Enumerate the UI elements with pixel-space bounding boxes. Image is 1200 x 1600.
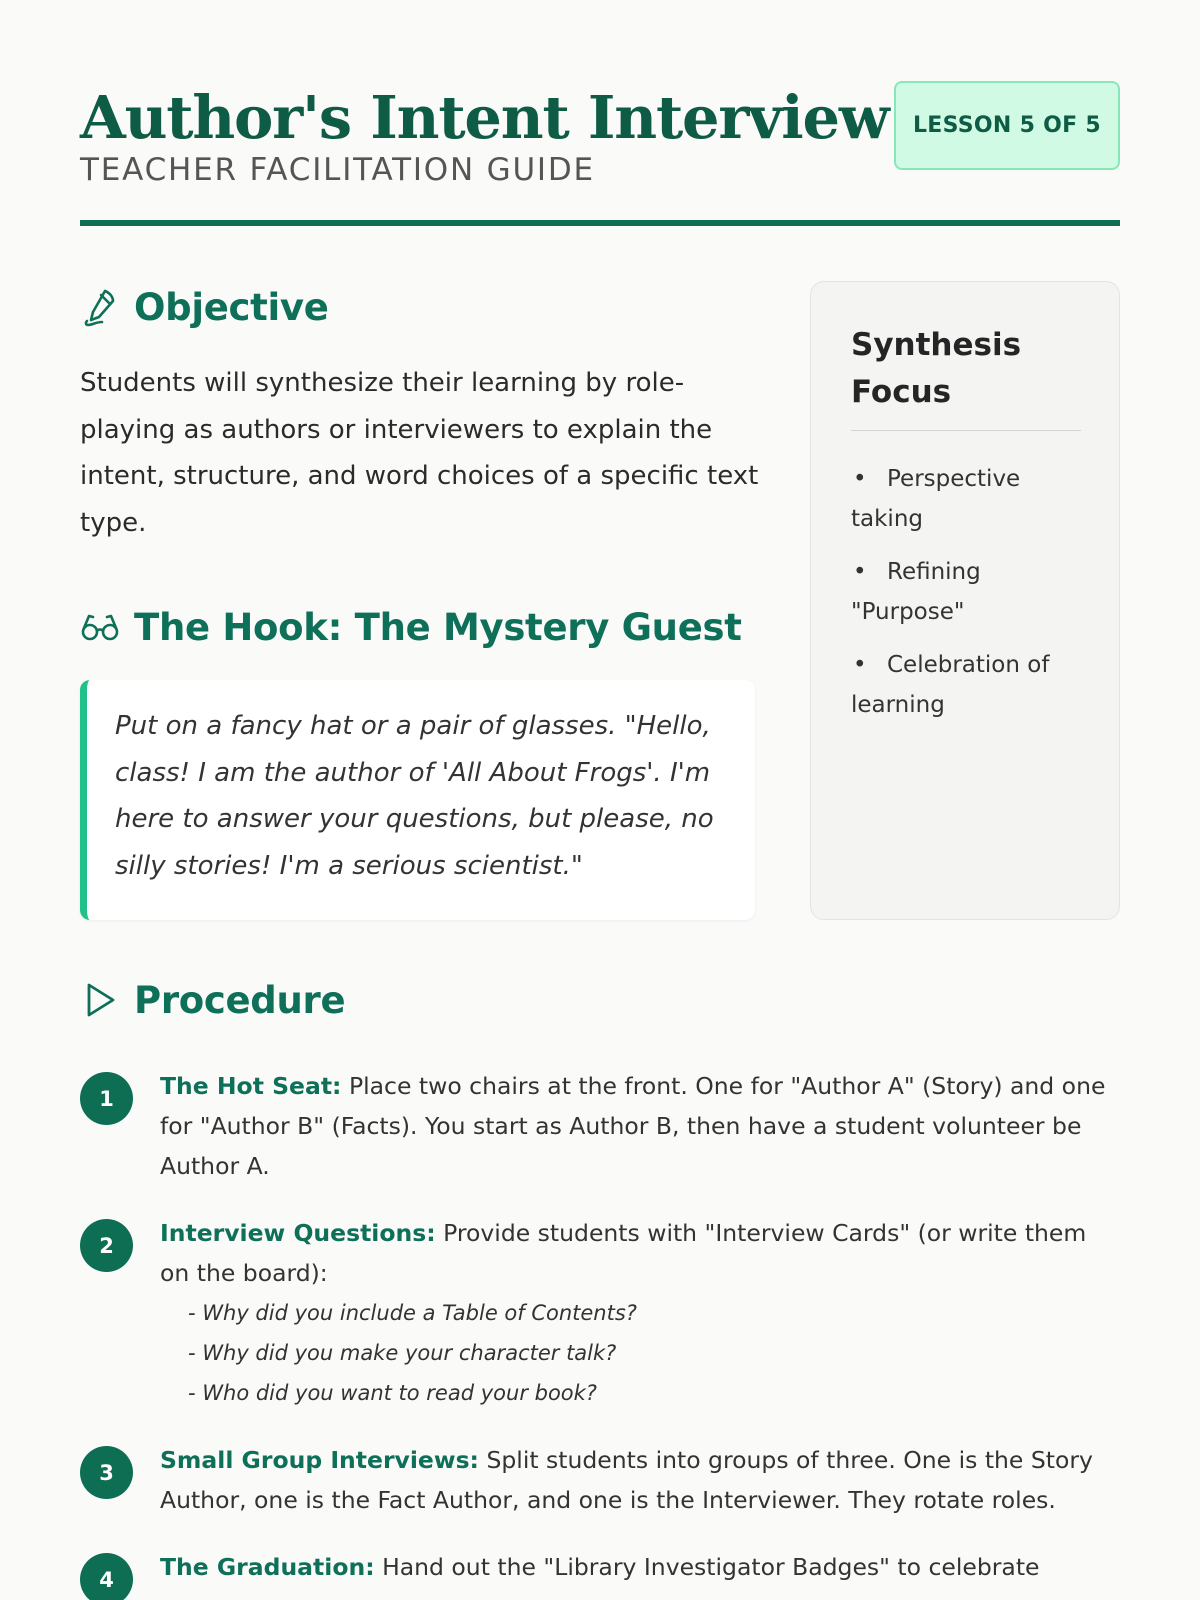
step-body bbox=[160, 1213, 1120, 1413]
hook-quote: Put on a fancy hat or a pair of glasses. "Hello, class! I am the author of 'All About Frogs'. I'm here to answer your questions, but please, no silly stories! I'm a serious scientist." bbox=[80, 680, 755, 920]
interview-questions-list bbox=[188, 1293, 1120, 1413]
list-item: • Refining "Purpose" bbox=[851, 552, 1079, 632]
hook-heading bbox=[80, 600, 742, 654]
step-number-badge: 3 bbox=[80, 1446, 133, 1499]
step-number-badge: 4 bbox=[80, 1553, 133, 1600]
synthesis-focus-title: Synthesis Focus bbox=[851, 327, 1022, 410]
step-text: Split students into groups of three. One is the Story Author, one is the Fact Author, and one is the Interviewer. They rotate roles. bbox=[160, 1446, 1093, 1514]
pen-nib-icon bbox=[80, 287, 120, 327]
step-title: The Graduation: bbox=[160, 1553, 375, 1581]
bullet-icon: • bbox=[853, 559, 867, 585]
step-text: Place two chairs at the front. One for "Author A" (Story) and one for "Author B" (Facts). You start as Author B, then have a student volunteer be Author A. bbox=[160, 1072, 1106, 1180]
page-header bbox=[80, 80, 1120, 226]
list-item: • Perspective taking bbox=[851, 459, 1079, 539]
objective-heading bbox=[80, 280, 329, 334]
step-title: Small Group Interviews: bbox=[160, 1446, 479, 1474]
list-item: - Who did you want to read your book? bbox=[188, 1381, 597, 1405]
lesson-badge: LESSON 5 OF 5 bbox=[894, 81, 1120, 170]
step-title: Interview Questions: bbox=[160, 1219, 436, 1247]
procedure-heading-label: Procedure bbox=[134, 978, 346, 1022]
objective-text: Students will synthesize their learning by role-playing as authors or interviewers to explain the intent, structure, and word choices of a specific text type. bbox=[80, 368, 759, 538]
header-divider bbox=[80, 220, 1120, 226]
bullet-icon: • bbox=[853, 652, 867, 678]
bullet-icon: • bbox=[853, 466, 867, 492]
synthesis-focus-divider bbox=[851, 430, 1081, 431]
step-body bbox=[160, 1440, 1120, 1520]
glasses-icon bbox=[80, 607, 120, 647]
hook-heading-label: The Hook: The Mystery Guest bbox=[134, 605, 742, 649]
page-title: Author's Intent Interview bbox=[80, 83, 889, 152]
step-number-badge: 1 bbox=[80, 1072, 133, 1125]
step-text: Provide students with "Interview Cards" (or write them on the board): bbox=[160, 1219, 1087, 1287]
objective-heading-label: Objective bbox=[134, 285, 329, 329]
step-title: The Hot Seat: bbox=[160, 1072, 342, 1100]
page-subtitle: TEACHER FACILITATION GUIDE bbox=[80, 152, 595, 188]
list-item: - Why did you make your character talk? bbox=[188, 1341, 617, 1365]
procedure-heading bbox=[80, 973, 345, 1027]
step-body bbox=[160, 1066, 1120, 1186]
step-body bbox=[160, 1547, 1120, 1587]
lesson-page bbox=[80, 0, 1120, 1600]
play-icon bbox=[80, 980, 120, 1020]
synthesis-focus-card bbox=[810, 281, 1120, 920]
synthesis-focus-list bbox=[851, 459, 1079, 725]
step-number-badge: 2 bbox=[80, 1219, 133, 1272]
list-item: • Celebration of learning bbox=[851, 645, 1079, 725]
step-text: Hand out the "Library Investigator Badges" to celebrate bbox=[382, 1553, 1040, 1581]
list-item: - Why did you include a Table of Contents? bbox=[188, 1301, 637, 1325]
